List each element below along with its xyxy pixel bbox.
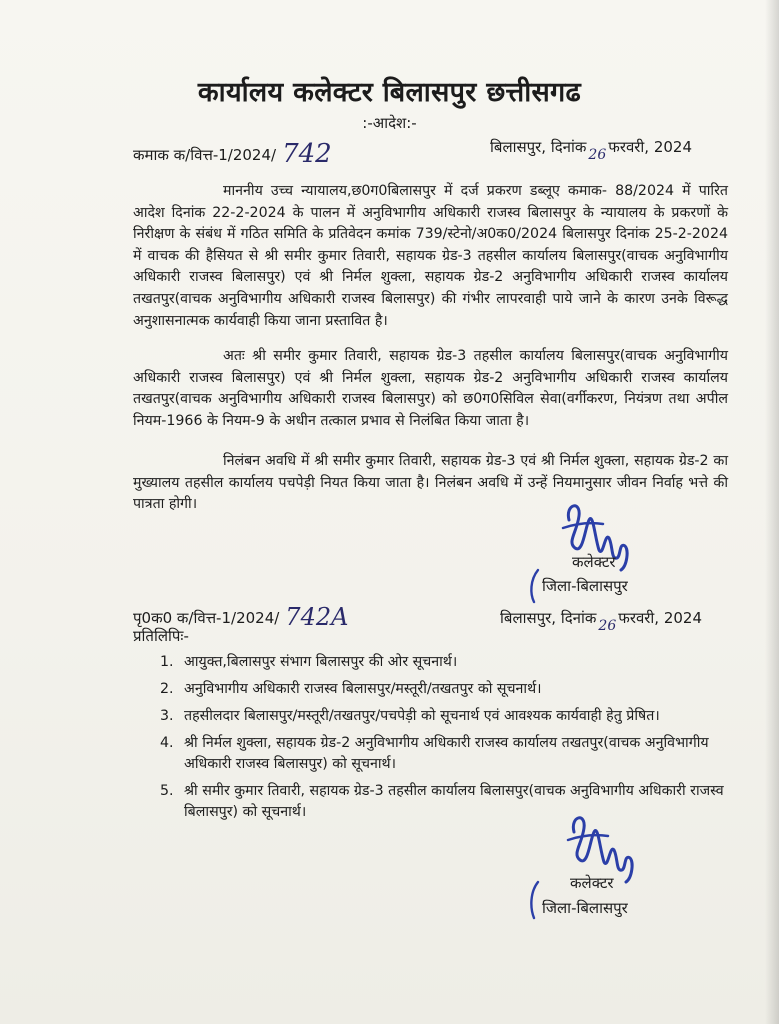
signature2-stroke bbox=[528, 880, 542, 920]
list-item bbox=[160, 652, 730, 673]
list-item-text: श्री निर्मल शुक्ला, सहायक ग्रेड-2 अनुविभागीय अधिकारी राजस्व कार्यालय तखतपुर(वाचक अनुविभागीय अधिकारी राजस्व बिलासपुर) को सूचनार्थ। bbox=[184, 735, 709, 772]
body-paragraph-1: माननीय उच्च न्यायालय,छ0ग0बिलासपुर में दर्ज प्रकरण डब्लूए कमाक- 88/2024 में पारित आदेश दिनांक 22-2-2024 के पालन में अनुविभागीय अधिकारी राजस्व बिलासपुर के न्यायालय के प्रकरणों के निरीक्षण के संबंध में गठित समिति के प्रतिवेदन कमांक 739/स्टेनो/अ0क0/2024 बिलासपुर दिनांक 25-2-2024 में वाचक की हैसियत से श्री समीर कुमार तिवारी, सहायक ग्रेड-3 तहसील कार्यालय बिलासपुर(वाचक अनुविभागीय अधिकारी राजस्व बिलासपुर) एवं श्री निर्मल शुक्ला, सहायक ग्रेड-2 अनुविभागीय अधिकारी राजस्व कार्यालय तखतपुर(वाचक अनुविभागीय अधिकारी राजस्व बिलासपुर) की गंभीर लापरवाही पाये जाने के कारण उनके विरूद्ध अनुशासनात्मक कार्यवाही किया जाना प्रस्तावित है। bbox=[133, 183, 728, 329]
order-heading: :-आदेश:- bbox=[362, 114, 417, 132]
signature1-stroke bbox=[528, 568, 542, 604]
signature2-title: कलेक्टर bbox=[570, 874, 614, 892]
endorsement-date-suffix: फरवरी, 2024 bbox=[618, 609, 703, 627]
body-paragraph-3: निलंबन अवधि में श्री समीर कुमार तिवारी, सहायक ग्रेड-3 एवं श्री निर्मल शुक्ला, सहायक ग्रेड-2 का मुख्यालय तहसील कार्यालय पचपेड़ी नियत किया जाता है। निलंबन अवधि में उन्हें नियमानुसार जीवन निर्वाह भत्ते की पात्रता होगी। bbox=[133, 453, 728, 513]
list-item bbox=[160, 679, 730, 700]
endorsement-date-day-handwritten: 26 bbox=[598, 618, 617, 634]
list-item-number: 4. bbox=[160, 735, 174, 751]
signature1-district: जिला-बिलासपुर bbox=[542, 577, 628, 595]
order-reference-prefix: कमाक क/वित्त-1/2024/ bbox=[133, 146, 277, 164]
list-item-number: 5. bbox=[160, 783, 174, 799]
page-edge-shadow bbox=[765, 0, 779, 1024]
list-item bbox=[160, 733, 730, 775]
list-item bbox=[160, 781, 730, 823]
list-item bbox=[160, 706, 730, 727]
list-item-number: 1. bbox=[160, 654, 174, 670]
endorsement-number-handwritten: 742A bbox=[285, 603, 349, 631]
list-item-number: 2. bbox=[160, 681, 174, 697]
endorsement-reference-prefix: पृ0क0 क/वित्त-1/2024/ bbox=[133, 609, 280, 627]
endorsement-place-date-prefix: बिलासपुर, दिनांक bbox=[500, 609, 597, 627]
list-item-text: आयुक्त,बिलासपुर संभाग बिलासपुर की ओर सूचनार्थ। bbox=[184, 654, 458, 670]
date-suffix: फरवरी, 2024 bbox=[608, 138, 693, 156]
endorsement-place-date bbox=[500, 608, 703, 634]
place-date-prefix: बिलासपुर, दिनांक bbox=[490, 138, 587, 156]
order-reference bbox=[133, 137, 332, 167]
endorsement-reference bbox=[133, 601, 348, 629]
order-number-handwritten: 742 bbox=[282, 139, 332, 169]
list-item-text: तहसीलदार बिलासपुर/मस्तूरी/तखतपुर/पचपेड़ी को सूचनार्थ एवं आवश्यक कार्यवाही हेतु प्रेषित। bbox=[184, 708, 660, 724]
list-item-number: 3. bbox=[160, 708, 174, 724]
copy-list bbox=[160, 652, 730, 829]
list-item-text: अनुविभागीय अधिकारी राजस्व बिलासपुर/मस्तूरी/तखतपुर को सूचनार्थ। bbox=[184, 681, 542, 697]
signature2-district: जिला-बिलासपुर bbox=[542, 899, 628, 917]
order-place-date bbox=[490, 137, 693, 163]
office-title: कार्यालय कलेक्टर बिलासपुर छत्तीसगढ bbox=[197, 77, 582, 108]
body-paragraph-2: अतः श्री समीर कुमार तिवारी, सहायक ग्रेड-3 तहसील कार्यालय बिलासपुर(वाचक अनुविभागीय अधिकारी राजस्व बिलासपुर) एवं श्री निर्मल शुक्ला, सहायक ग्रेड-2 अनुविभागीय अधिकारी राजस्व कार्यालय तखतपुर(वाचक अनुविभागीय अधिकारी राजस्व बिलासपुर) को छ0ग0सिविल सेवा(वर्गीकरण, नियंत्रण तथा अपील नियम-1966 के नियम-9 के अधीन तत्काल प्रभाव से निलंबित किया जाता है। bbox=[133, 348, 728, 429]
signature1-title: कलेक्टर bbox=[572, 553, 616, 571]
copy-to-label: प्रतिलिपिः- bbox=[133, 627, 189, 645]
list-item-text: श्री समीर कुमार तिवारी, सहायक ग्रेड-3 तहसील कार्यालय बिलासपुर(वाचक अनुविभागीय अधिकारी राजस्व बिलासपुर) को सूचनार्थ। bbox=[184, 783, 724, 820]
date-day-handwritten: 26 bbox=[588, 147, 607, 163]
